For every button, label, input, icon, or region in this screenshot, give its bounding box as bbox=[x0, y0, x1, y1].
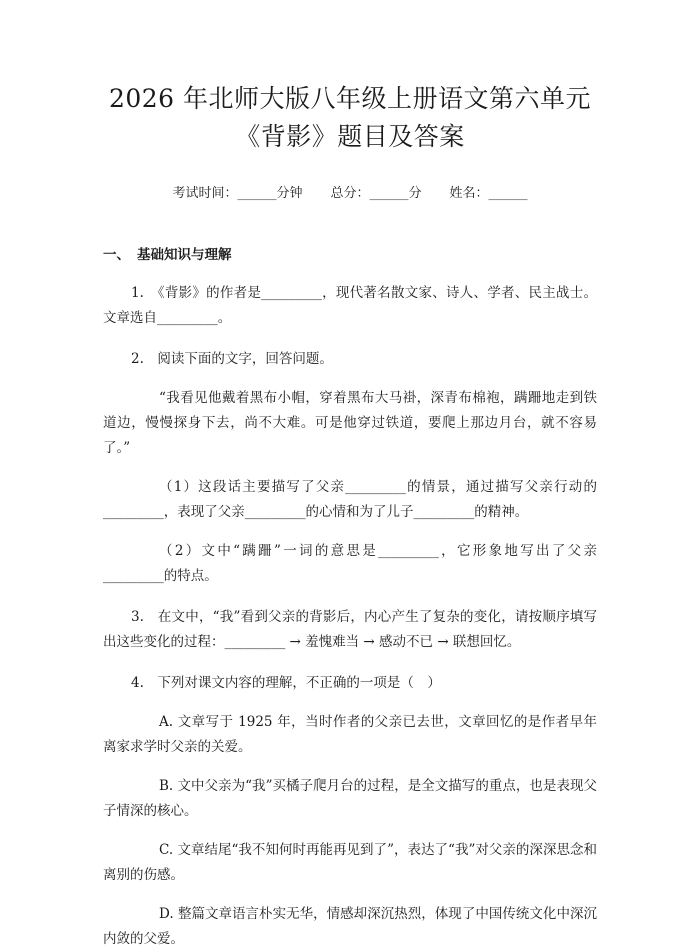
question-3: 3. 在文中，“我”看到父亲的背影后，内心产生了复杂的变化，请按顺序填写出这些变化的过程：_________ → 羞愧难当 → 感动不已 → 联想回忆。 bbox=[103, 609, 597, 650]
page-title bbox=[103, 80, 597, 156]
question-4: 4. 下列对课文内容的理解，不正确的一项是（ ） bbox=[131, 675, 441, 691]
section-heading bbox=[103, 243, 597, 263]
question-4-option-d: D. 整篇文章语言朴实无华，情感却深沉热烈，体现了中国传统文化中深沉内敛的父爱。 bbox=[103, 906, 597, 947]
question-2-sub-2: （2）文中“蹒跚”一词的意思是_________，它形象地写出了父亲_________的特点。 bbox=[103, 543, 597, 584]
exam-score: 总分：______分 bbox=[330, 186, 422, 201]
section-title: 基础知识与理解 bbox=[137, 247, 232, 263]
question-1: 1. 《背影》的作者是_________，现代著名散文家、诗人、学者、民主战士。文章选自_________。 bbox=[103, 285, 597, 326]
question-4-option-b: B. 文中父亲为“我”买橘子爬月台的过程，是全文描写的重点，也是表现父子情深的核心。 bbox=[103, 778, 597, 819]
question-2-sub-1: （1）这段话主要描写了父亲_________的情景，通过描写父亲行动的_________，表现了父亲_________的心情和为了儿子_________的精神。 bbox=[103, 479, 597, 520]
exam-name: 姓名：______ bbox=[449, 186, 528, 201]
title-line-1: 2026 年北师大版八年级上册语文第六单元 bbox=[108, 84, 592, 113]
section-number: 一、 bbox=[103, 247, 130, 263]
title-line-2: 《背影》题目及答案 bbox=[235, 122, 465, 151]
question-2-quote: “我看见他戴着黑布小帽，穿着黑布大马褂，深青布棉袍，蹒跚地走到铁道边，慢慢探身下去，尚不大难。可是他穿过铁道，要爬上那边月台，就不容易了。” bbox=[103, 390, 597, 456]
question-4-option-a: A. 文章写于 1925 年，当时作者的父亲已去世，文章回忆的是作者早年离家求学时父亲的关爱。 bbox=[103, 714, 597, 755]
question-4-option-c: C. 文章结尾“我不知何时再能再见到了”，表达了“我”对父亲的深深思念和离别的伤感。 bbox=[103, 842, 597, 883]
exam-meta bbox=[103, 185, 597, 203]
exam-time: 考试时间：______分钟 bbox=[172, 186, 303, 201]
question-2: 2. 阅读下面的文字，回答问题。 bbox=[131, 351, 333, 367]
